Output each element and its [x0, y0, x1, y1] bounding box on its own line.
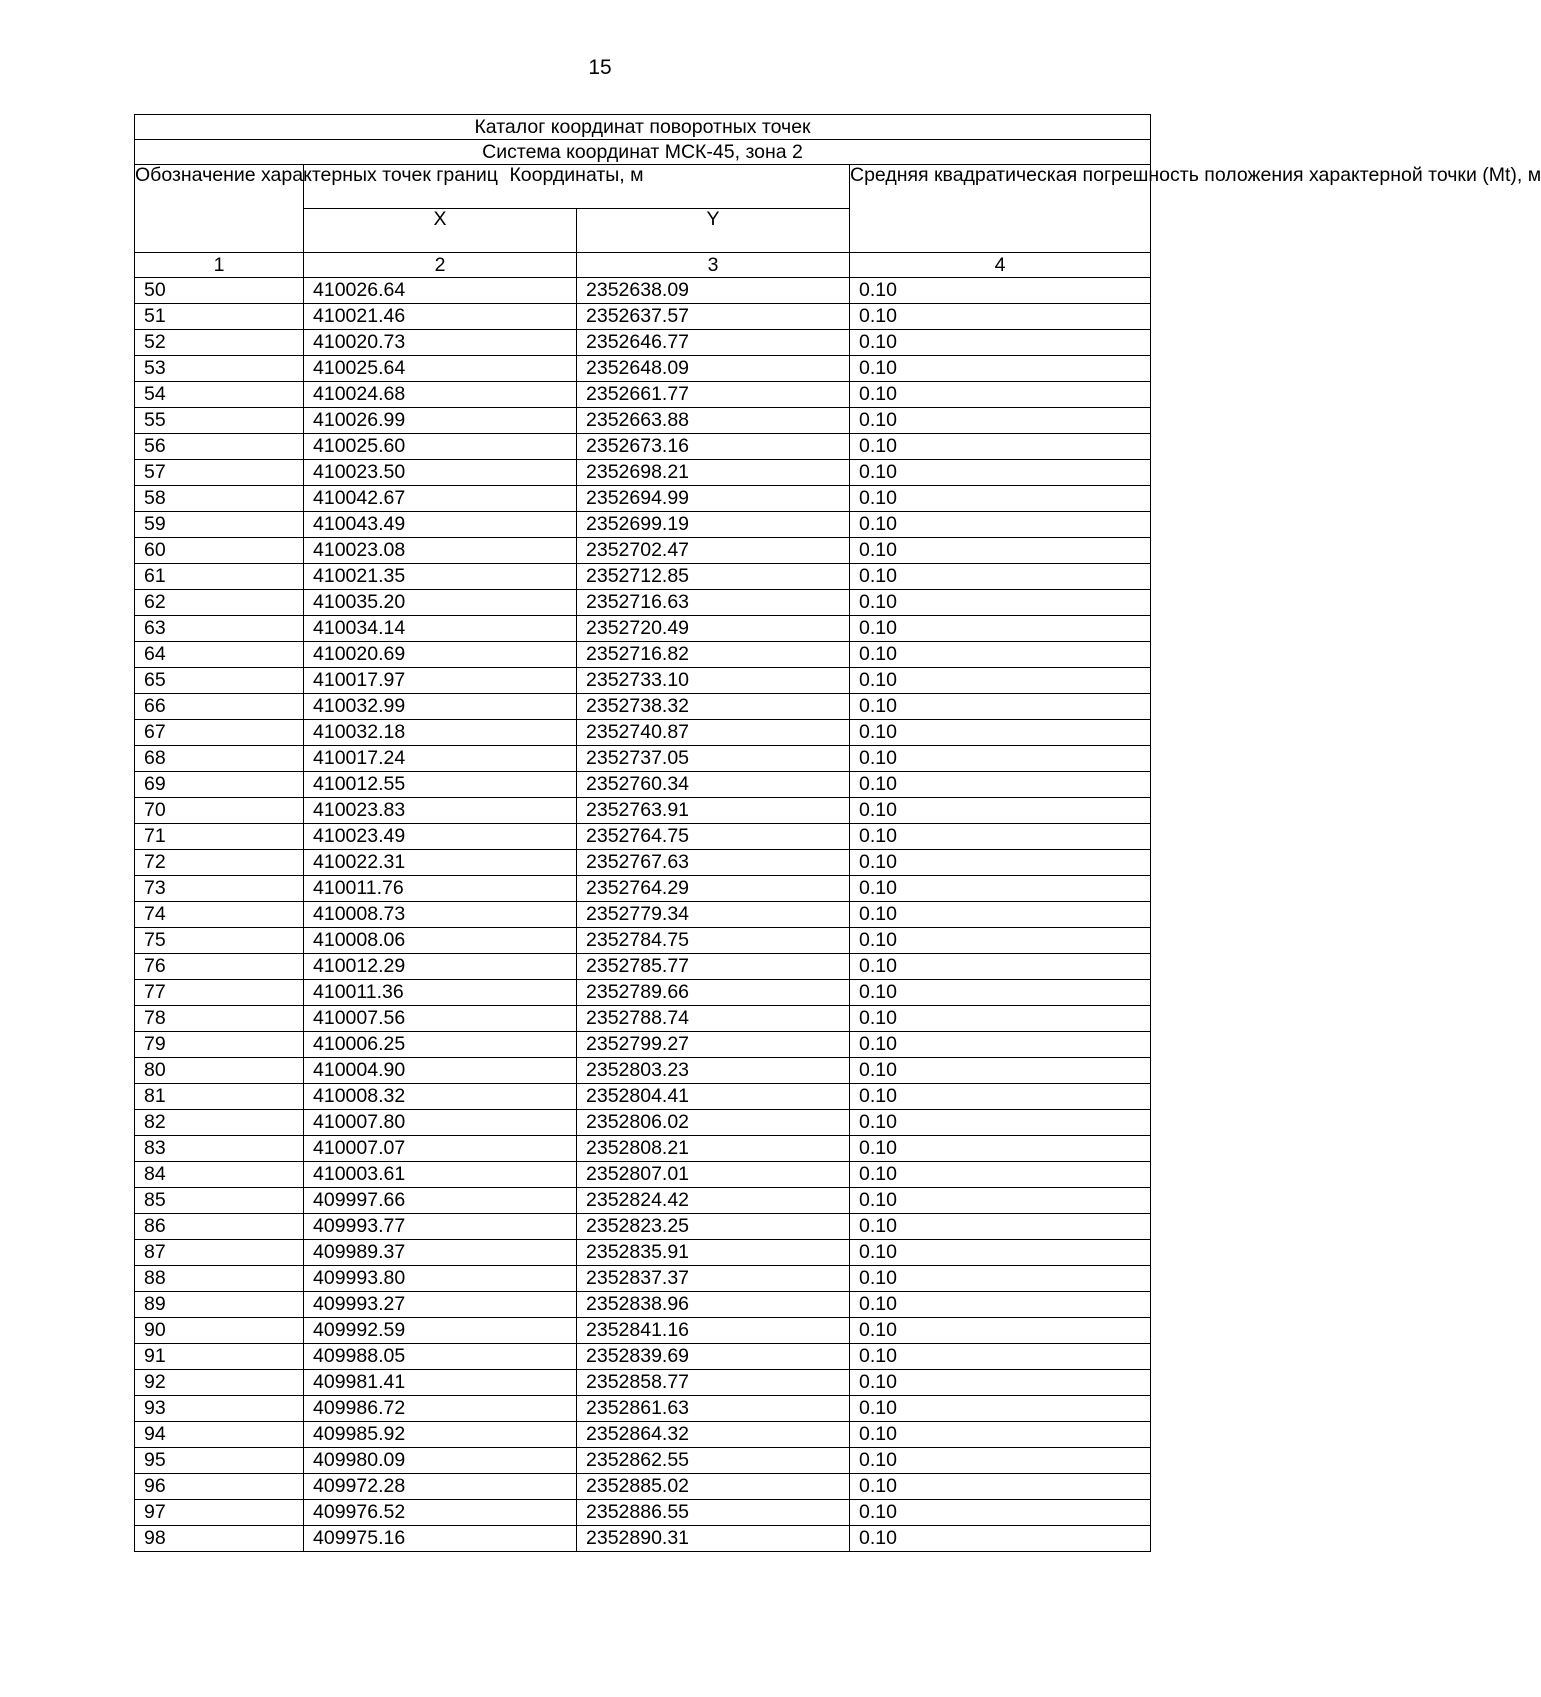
table-row: [135, 1370, 1151, 1396]
y-coordinate-cell: 2352663.88: [577, 408, 850, 434]
y-coordinate-cell: 2352784.75: [577, 928, 850, 954]
point-id-cell: 64: [135, 642, 304, 668]
point-id-cell: 92: [135, 1370, 304, 1396]
table-row: [135, 538, 1151, 564]
table-row: [135, 1344, 1151, 1370]
x-coordinate-cell: 410034.14: [304, 616, 577, 642]
accuracy-cell: 0.10: [850, 772, 1151, 798]
x-coordinate-cell: 410004.90: [304, 1058, 577, 1084]
accuracy-cell: 0.10: [850, 1162, 1151, 1188]
x-coordinate-cell: 410012.55: [304, 772, 577, 798]
table-header-row: [135, 165, 1151, 209]
y-coordinate-cell: 2352702.47: [577, 538, 850, 564]
point-id-cell: 89: [135, 1292, 304, 1318]
y-coordinate-cell: 2352764.29: [577, 876, 850, 902]
table-row: [135, 1058, 1151, 1084]
table-row: [135, 798, 1151, 824]
table-row: [135, 928, 1151, 954]
y-coordinate-cell: 2352638.09: [577, 278, 850, 304]
point-id-cell: 62: [135, 590, 304, 616]
header-y: Y: [577, 209, 850, 253]
table-row: [135, 330, 1151, 356]
y-coordinate-cell: 2352861.63: [577, 1396, 850, 1422]
x-coordinate-cell: 409976.52: [304, 1500, 577, 1526]
accuracy-cell: 0.10: [850, 876, 1151, 902]
y-coordinate-cell: 2352806.02: [577, 1110, 850, 1136]
accuracy-cell: 0.10: [850, 1266, 1151, 1292]
table-row: [135, 642, 1151, 668]
table-row: [135, 824, 1151, 850]
accuracy-cell: 0.10: [850, 538, 1151, 564]
point-id-cell: 65: [135, 668, 304, 694]
point-id-cell: 55: [135, 408, 304, 434]
header-coords: Координаты, м: [304, 165, 850, 209]
point-id-cell: 91: [135, 1344, 304, 1370]
point-id-cell: 57: [135, 460, 304, 486]
table-row: [135, 1162, 1151, 1188]
y-coordinate-cell: 2352807.01: [577, 1162, 850, 1188]
point-id-cell: 51: [135, 304, 304, 330]
accuracy-cell: 0.10: [850, 1526, 1151, 1552]
x-coordinate-cell: 410003.61: [304, 1162, 577, 1188]
accuracy-cell: 0.10: [850, 486, 1151, 512]
point-id-cell: 98: [135, 1526, 304, 1552]
x-coordinate-cell: 409993.27: [304, 1292, 577, 1318]
table-row: [135, 512, 1151, 538]
point-id-cell: 74: [135, 902, 304, 928]
table-row: [135, 1396, 1151, 1422]
accuracy-cell: 0.10: [850, 1344, 1151, 1370]
point-id-cell: 50: [135, 278, 304, 304]
point-id-cell: 59: [135, 512, 304, 538]
accuracy-cell: 0.10: [850, 434, 1151, 460]
x-coordinate-cell: 410008.32: [304, 1084, 577, 1110]
y-coordinate-cell: 2352823.25: [577, 1214, 850, 1240]
table-row: [135, 304, 1151, 330]
table-row: [135, 1240, 1151, 1266]
table-row: [135, 1500, 1151, 1526]
point-id-cell: 58: [135, 486, 304, 512]
point-id-cell: 82: [135, 1110, 304, 1136]
x-coordinate-cell: 409992.59: [304, 1318, 577, 1344]
table-row: [135, 902, 1151, 928]
y-coordinate-cell: 2352760.34: [577, 772, 850, 798]
table-row: [135, 1474, 1151, 1500]
x-coordinate-cell: 410024.68: [304, 382, 577, 408]
point-id-cell: 96: [135, 1474, 304, 1500]
point-id-cell: 72: [135, 850, 304, 876]
table-row: [135, 590, 1151, 616]
y-coordinate-cell: 2352824.42: [577, 1188, 850, 1214]
x-coordinate-cell: 410023.83: [304, 798, 577, 824]
x-coordinate-cell: 410023.50: [304, 460, 577, 486]
accuracy-cell: 0.10: [850, 798, 1151, 824]
y-coordinate-cell: 2352637.57: [577, 304, 850, 330]
accuracy-cell: 0.10: [850, 512, 1151, 538]
table-row: [135, 1422, 1151, 1448]
x-coordinate-cell: 410007.56: [304, 1006, 577, 1032]
accuracy-cell: 0.10: [850, 564, 1151, 590]
y-coordinate-cell: 2352716.63: [577, 590, 850, 616]
table-row: [135, 668, 1151, 694]
x-coordinate-cell: 409985.92: [304, 1422, 577, 1448]
y-coordinate-cell: 2352738.32: [577, 694, 850, 720]
x-coordinate-cell: 410023.08: [304, 538, 577, 564]
y-coordinate-cell: 2352779.34: [577, 902, 850, 928]
accuracy-cell: 0.10: [850, 980, 1151, 1006]
table-row: [135, 1110, 1151, 1136]
point-id-cell: 77: [135, 980, 304, 1006]
y-coordinate-cell: 2352698.21: [577, 460, 850, 486]
x-coordinate-cell: 409993.80: [304, 1266, 577, 1292]
column-number: 2: [304, 253, 577, 278]
y-coordinate-cell: 2352839.69: [577, 1344, 850, 1370]
table-row: [135, 1318, 1151, 1344]
table-row: [135, 1188, 1151, 1214]
x-coordinate-cell: 409980.09: [304, 1448, 577, 1474]
y-coordinate-cell: 2352788.74: [577, 1006, 850, 1032]
x-coordinate-cell: 410022.31: [304, 850, 577, 876]
point-id-cell: 81: [135, 1084, 304, 1110]
accuracy-cell: 0.10: [850, 408, 1151, 434]
table-row: [135, 434, 1151, 460]
x-coordinate-cell: 410008.73: [304, 902, 577, 928]
point-id-cell: 88: [135, 1266, 304, 1292]
accuracy-cell: 0.10: [850, 694, 1151, 720]
x-coordinate-cell: 410026.99: [304, 408, 577, 434]
accuracy-cell: 0.10: [850, 720, 1151, 746]
accuracy-cell: 0.10: [850, 746, 1151, 772]
y-coordinate-cell: 2352789.66: [577, 980, 850, 1006]
point-id-cell: 84: [135, 1162, 304, 1188]
table-row: [135, 616, 1151, 642]
accuracy-cell: 0.10: [850, 1448, 1151, 1474]
table-title-row: [135, 115, 1151, 140]
table-row: [135, 1006, 1151, 1032]
point-id-cell: 78: [135, 1006, 304, 1032]
x-coordinate-cell: 410008.06: [304, 928, 577, 954]
accuracy-cell: 0.10: [850, 954, 1151, 980]
accuracy-cell: 0.10: [850, 304, 1151, 330]
x-coordinate-cell: 410025.64: [304, 356, 577, 382]
table-row: [135, 980, 1151, 1006]
y-coordinate-cell: 2352661.77: [577, 382, 850, 408]
x-coordinate-cell: 410020.69: [304, 642, 577, 668]
accuracy-cell: 0.10: [850, 1500, 1151, 1526]
y-coordinate-cell: 2352799.27: [577, 1032, 850, 1058]
accuracy-cell: 0.10: [850, 1422, 1151, 1448]
point-id-cell: 80: [135, 1058, 304, 1084]
accuracy-cell: 0.10: [850, 668, 1151, 694]
x-coordinate-cell: 410007.80: [304, 1110, 577, 1136]
point-id-cell: 85: [135, 1188, 304, 1214]
point-id-cell: 87: [135, 1240, 304, 1266]
column-number: 3: [577, 253, 850, 278]
y-coordinate-cell: 2352712.85: [577, 564, 850, 590]
point-id-cell: 53: [135, 356, 304, 382]
table-row: [135, 564, 1151, 590]
accuracy-cell: 0.10: [850, 1032, 1151, 1058]
point-id-cell: 97: [135, 1500, 304, 1526]
x-coordinate-cell: 409989.37: [304, 1240, 577, 1266]
y-coordinate-cell: 2352737.05: [577, 746, 850, 772]
column-number: 1: [135, 253, 304, 278]
accuracy-cell: 0.10: [850, 1396, 1151, 1422]
accuracy-cell: 0.10: [850, 1292, 1151, 1318]
x-coordinate-cell: 410021.35: [304, 564, 577, 590]
x-coordinate-cell: 410006.25: [304, 1032, 577, 1058]
point-id-cell: 56: [135, 434, 304, 460]
y-coordinate-cell: 2352767.63: [577, 850, 850, 876]
y-coordinate-cell: 2352720.49: [577, 616, 850, 642]
accuracy-cell: 0.10: [850, 590, 1151, 616]
table-subtitle-row: [135, 140, 1151, 165]
point-id-cell: 93: [135, 1396, 304, 1422]
table-subtitle: Система координат МСК-45, зона 2: [135, 140, 1151, 165]
y-coordinate-cell: 2352740.87: [577, 720, 850, 746]
accuracy-cell: 0.10: [850, 824, 1151, 850]
table-row: [135, 1448, 1151, 1474]
accuracy-cell: 0.10: [850, 1058, 1151, 1084]
accuracy-cell: 0.10: [850, 356, 1151, 382]
y-coordinate-cell: 2352890.31: [577, 1526, 850, 1552]
y-coordinate-cell: 2352763.91: [577, 798, 850, 824]
table-title: Каталог координат поворотных точек: [135, 115, 1151, 140]
y-coordinate-cell: 2352648.09: [577, 356, 850, 382]
x-coordinate-cell: 410011.36: [304, 980, 577, 1006]
column-number: 4: [850, 253, 1151, 278]
accuracy-cell: 0.10: [850, 1188, 1151, 1214]
x-coordinate-cell: 410026.64: [304, 278, 577, 304]
y-coordinate-cell: 2352838.96: [577, 1292, 850, 1318]
table-row: [135, 1526, 1151, 1552]
y-coordinate-cell: 2352646.77: [577, 330, 850, 356]
point-id-cell: 75: [135, 928, 304, 954]
x-coordinate-cell: 410043.49: [304, 512, 577, 538]
point-id-cell: 70: [135, 798, 304, 824]
point-id-cell: 79: [135, 1032, 304, 1058]
table-row: [135, 278, 1151, 304]
table-row: [135, 1266, 1151, 1292]
accuracy-cell: 0.10: [850, 278, 1151, 304]
accuracy-cell: 0.10: [850, 1318, 1151, 1344]
accuracy-cell: 0.10: [850, 616, 1151, 642]
coordinates-catalog-table: [134, 114, 1541, 1552]
y-coordinate-cell: 2352785.77: [577, 954, 850, 980]
accuracy-cell: 0.10: [850, 1240, 1151, 1266]
y-coordinate-cell: 2352733.10: [577, 668, 850, 694]
table-row: [135, 876, 1151, 902]
point-id-cell: 61: [135, 564, 304, 590]
table-row: [135, 382, 1151, 408]
x-coordinate-cell: 410021.46: [304, 304, 577, 330]
x-coordinate-cell: 410007.07: [304, 1136, 577, 1162]
y-coordinate-cell: 2352886.55: [577, 1500, 850, 1526]
y-coordinate-cell: 2352716.82: [577, 642, 850, 668]
x-coordinate-cell: 409997.66: [304, 1188, 577, 1214]
x-coordinate-cell: 409993.77: [304, 1214, 577, 1240]
x-coordinate-cell: 410035.20: [304, 590, 577, 616]
table-row: [135, 720, 1151, 746]
x-coordinate-cell: 410012.29: [304, 954, 577, 980]
x-coordinate-cell: 410017.24: [304, 746, 577, 772]
table-row: [135, 772, 1151, 798]
header-point: Обозначение характерных точек границ: [135, 165, 304, 253]
y-coordinate-cell: 2352808.21: [577, 1136, 850, 1162]
accuracy-cell: 0.10: [850, 642, 1151, 668]
accuracy-cell: 0.10: [850, 1084, 1151, 1110]
x-coordinate-cell: 410032.18: [304, 720, 577, 746]
point-id-cell: 67: [135, 720, 304, 746]
y-coordinate-cell: 2352835.91: [577, 1240, 850, 1266]
table-row: [135, 408, 1151, 434]
y-coordinate-cell: 2352841.16: [577, 1318, 850, 1344]
y-coordinate-cell: 2352804.41: [577, 1084, 850, 1110]
x-coordinate-cell: 409972.28: [304, 1474, 577, 1500]
point-id-cell: 83: [135, 1136, 304, 1162]
point-id-cell: 68: [135, 746, 304, 772]
page-number: 15: [588, 56, 612, 79]
point-id-cell: 86: [135, 1214, 304, 1240]
table-row: [135, 1084, 1151, 1110]
y-coordinate-cell: 2352764.75: [577, 824, 850, 850]
table-row: [135, 1214, 1151, 1240]
point-id-cell: 76: [135, 954, 304, 980]
x-coordinate-cell: 409981.41: [304, 1370, 577, 1396]
table-row: [135, 486, 1151, 512]
x-coordinate-cell: 410032.99: [304, 694, 577, 720]
x-coordinate-cell: 410023.49: [304, 824, 577, 850]
point-id-cell: 95: [135, 1448, 304, 1474]
point-id-cell: 71: [135, 824, 304, 850]
header-x: X: [304, 209, 577, 253]
y-coordinate-cell: 2352837.37: [577, 1266, 850, 1292]
point-id-cell: 73: [135, 876, 304, 902]
y-coordinate-cell: 2352803.23: [577, 1058, 850, 1084]
point-id-cell: 60: [135, 538, 304, 564]
accuracy-cell: 0.10: [850, 382, 1151, 408]
x-coordinate-cell: 410042.67: [304, 486, 577, 512]
column-number-row: [135, 253, 1151, 278]
point-id-cell: 90: [135, 1318, 304, 1344]
y-coordinate-cell: 2352885.02: [577, 1474, 850, 1500]
point-id-cell: 52: [135, 330, 304, 356]
table-row: [135, 850, 1151, 876]
accuracy-cell: 0.10: [850, 1214, 1151, 1240]
x-coordinate-cell: 410020.73: [304, 330, 577, 356]
table-row: [135, 460, 1151, 486]
accuracy-cell: 0.10: [850, 460, 1151, 486]
x-coordinate-cell: 409986.72: [304, 1396, 577, 1422]
accuracy-cell: 0.10: [850, 1110, 1151, 1136]
table-row: [135, 1136, 1151, 1162]
table-row: [135, 746, 1151, 772]
table-row: [135, 694, 1151, 720]
point-id-cell: 69: [135, 772, 304, 798]
point-id-cell: 54: [135, 382, 304, 408]
table-row: [135, 1032, 1151, 1058]
accuracy-cell: 0.10: [850, 928, 1151, 954]
table-row: [135, 954, 1151, 980]
table-row: [135, 356, 1151, 382]
y-coordinate-cell: 2352673.16: [577, 434, 850, 460]
y-coordinate-cell: 2352864.32: [577, 1422, 850, 1448]
y-coordinate-cell: 2352699.19: [577, 512, 850, 538]
accuracy-cell: 0.10: [850, 1006, 1151, 1032]
point-id-cell: 94: [135, 1422, 304, 1448]
x-coordinate-cell: 410025.60: [304, 434, 577, 460]
y-coordinate-cell: 2352858.77: [577, 1370, 850, 1396]
x-coordinate-cell: 410011.76: [304, 876, 577, 902]
accuracy-cell: 0.10: [850, 1474, 1151, 1500]
y-coordinate-cell: 2352862.55: [577, 1448, 850, 1474]
accuracy-cell: 0.10: [850, 1370, 1151, 1396]
table-body: [135, 278, 1151, 1552]
x-coordinate-cell: 410017.97: [304, 668, 577, 694]
accuracy-cell: 0.10: [850, 850, 1151, 876]
point-id-cell: 63: [135, 616, 304, 642]
x-coordinate-cell: 409988.05: [304, 1344, 577, 1370]
accuracy-cell: 0.10: [850, 1136, 1151, 1162]
table-row: [135, 1292, 1151, 1318]
accuracy-cell: 0.10: [850, 902, 1151, 928]
header-accuracy: Средняя квадратическая погрешность положения характерной точки (Mt), м: [850, 165, 1151, 253]
accuracy-cell: 0.10: [850, 330, 1151, 356]
y-coordinate-cell: 2352694.99: [577, 486, 850, 512]
x-coordinate-cell: 409975.16: [304, 1526, 577, 1552]
point-id-cell: 66: [135, 694, 304, 720]
